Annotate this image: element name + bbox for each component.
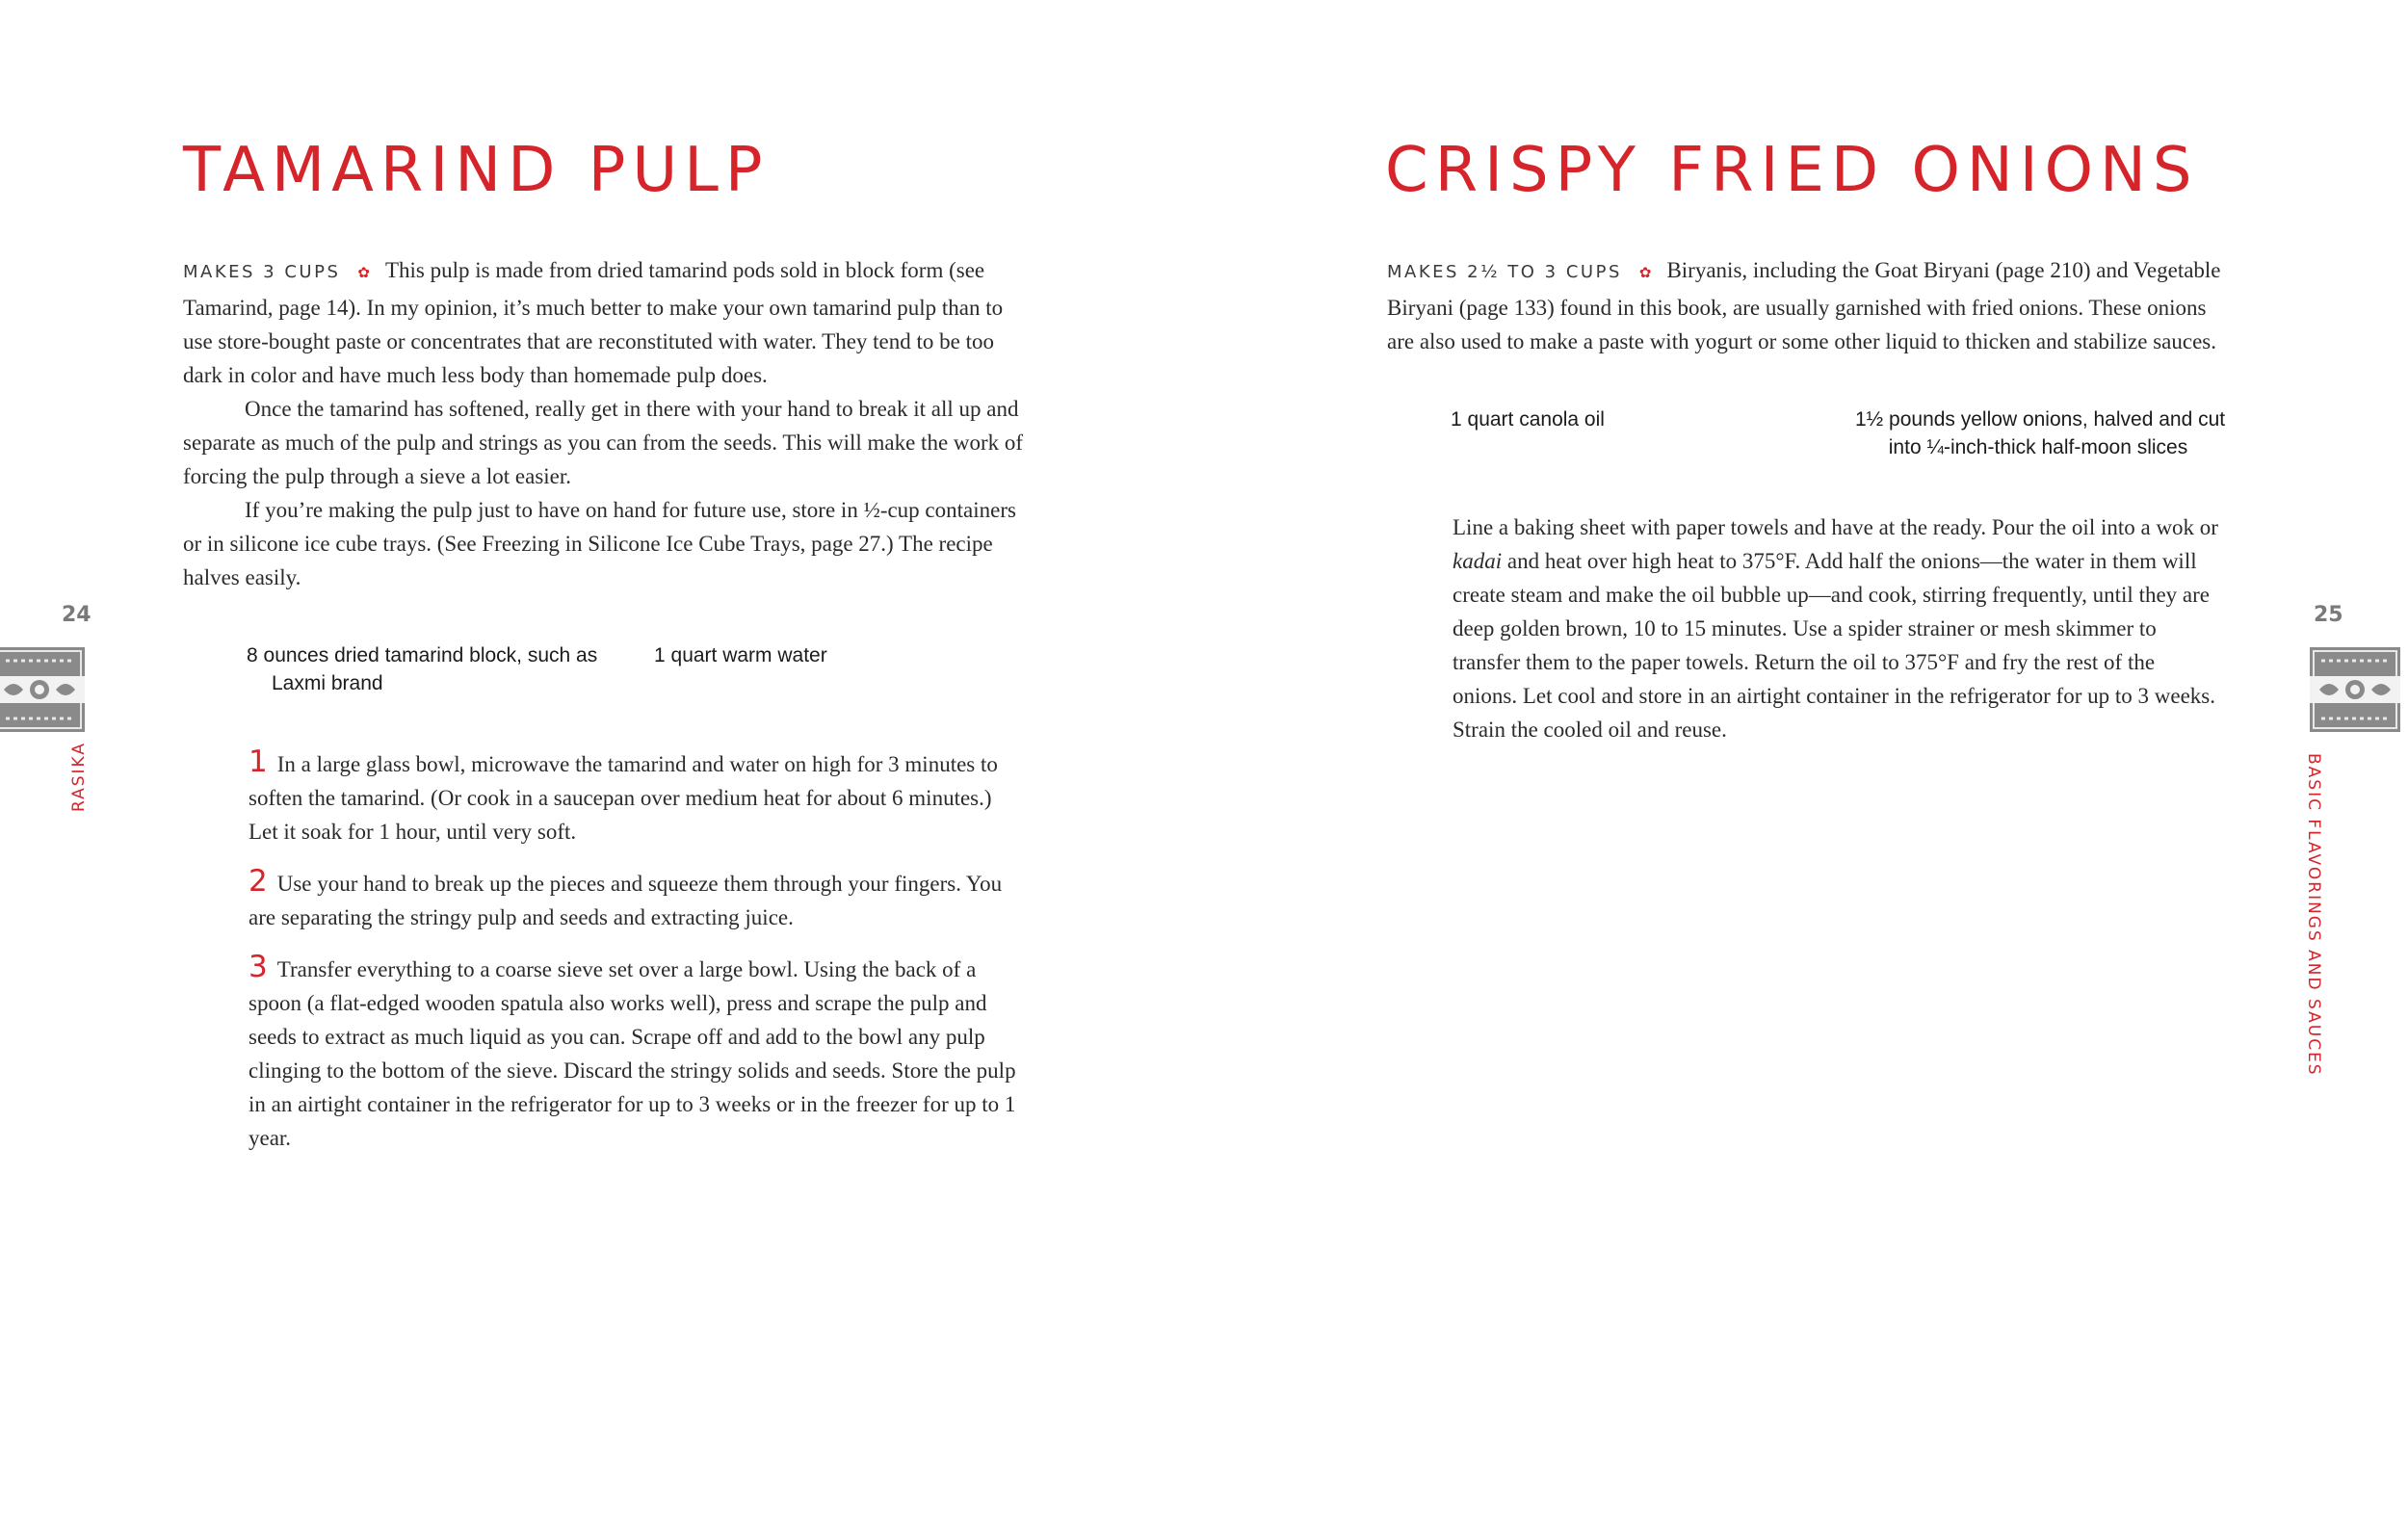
ornament-icon	[0, 647, 85, 732]
ingredient-list	[1204, 0, 2408, 1515]
step-number: 1	[249, 744, 268, 779]
page-number: 25	[2314, 603, 2343, 627]
intro-text: Biryanis, including the Goat Biryani (page 210) and Vegetable Biryani (page 133) found in this book, are usually garnished with fried onions. These onions are also used to make a paste with yogurt or some other liquid to thicken and stabilize sauces.	[1387, 258, 2221, 353]
step-text: Transfer everything to a coarse sieve set over a large bowl. Using the back of a spoon (a flat-edged wooden spatula also works well), press and scrape the pulp and seeds to extract as much liquid as you can. Scrape off and add to the bowl any pulp clinging to the bottom of the sieve. Discard the stringy solids and seeds. Store the pulp in an airtight container in the refrigerator for up to 3 weeks or in the freezer for up to 1 year.	[249, 957, 1016, 1150]
ingredient-line: 8 ounces dried tamarind block, such as	[247, 644, 598, 666]
method-text: Line a baking sheet with paper towels and have at the ready. Pour the oil into a wok or	[1453, 515, 2218, 539]
step-item	[249, 745, 1019, 849]
method-text: and heat over high heat to 375°F. Add half the onions—the water in them will create steam and make the oil bubble up—and cook, stirring frequently, until they are deep golden brown, 10 to 15 minutes. Use a spider strainer or mesh skimmer to transfer them to the paper towels. Return the oil to 375°F and fry the rest of the onions. Let cool and store in an airtight container in the refrigerator for up to 3 weeks. Strain the cooled oil and reuse.	[1453, 549, 2215, 742]
step-number: 2	[249, 864, 268, 899]
ingredient-item	[1855, 405, 2226, 461]
method-term: kadai	[1453, 549, 1503, 573]
page-number: 24	[62, 603, 92, 627]
step-item	[249, 865, 1019, 934]
running-head: BASIC FLAVORINGS AND SAUCES	[2304, 753, 2323, 1077]
intro-paragraph: If you’re making the pulp just to have on hand for future use, store in ½-cup containers or in silicone ice cube trays. (See Freezing in Silicone Ice Cube Trays, page 27.) The recipe halves easily.	[183, 498, 1016, 589]
recipe-title: CRISPY FRIED ONIONS	[1385, 135, 2199, 206]
ornament-icon	[2310, 647, 2400, 732]
recipe-title: TAMARIND PULP	[183, 135, 770, 206]
step-text: Use your hand to break up the pieces and squeeze them through your fingers. You are separating the stringy pulp and seeds and extracting juice.	[249, 872, 1003, 929]
step-text: In a large glass bowl, microwave the tamarind and water on high for 3 minutes to soften the tamarind. (Or cook in a saucepan over medium heat for about 6 minutes.) Let it soak for 1 hour, until very soft.	[249, 752, 998, 844]
intro-paragraph: Once the tamarind has softened, really get in there with your hand to break it all up and separate as much of the pulp and strings as you can from the seeds. This will make the work of forcing the pulp through a sieve a lot easier.	[183, 397, 1024, 488]
step-number: 3	[249, 950, 268, 984]
yield-label: MAKES 2½ TO 3 CUPS	[1387, 262, 1622, 282]
ingredient-item: 1 quart canola oil	[1451, 408, 1605, 431]
flower-bullet-icon: ✿	[1638, 266, 1652, 281]
recipe-method	[1453, 510, 2223, 746]
ingredient-item: 1 quart warm water	[654, 644, 827, 666]
ingredient-line: into ¼-inch-thick half-moon slices	[1888, 436, 2188, 458]
ingredient-line: Laxmi brand	[272, 672, 383, 694]
step-item	[249, 951, 1019, 1155]
flower-bullet-icon: ✿	[357, 266, 370, 281]
ingredient-line: 1½ pounds yellow onions, halved and cut	[1855, 408, 2226, 431]
recipe-steps	[249, 745, 1019, 1171]
method-paragraph	[1453, 510, 2223, 746]
ingredient-item	[247, 641, 597, 697]
intro-text: This pulp is made from dried tamarind pods sold in block form (see Tamarind, page 14). In my opinion, it’s much better to make your own tamarind pulp than to use store-bought paste or concentrates that are reconstituted with water. They tend to be too dark in color and have much less body than homemade pulp does.	[183, 258, 1004, 387]
running-head: RASIKA	[69, 741, 89, 812]
right-page	[1204, 0, 2408, 1515]
yield-label: MAKES 3 CUPS	[183, 262, 341, 282]
